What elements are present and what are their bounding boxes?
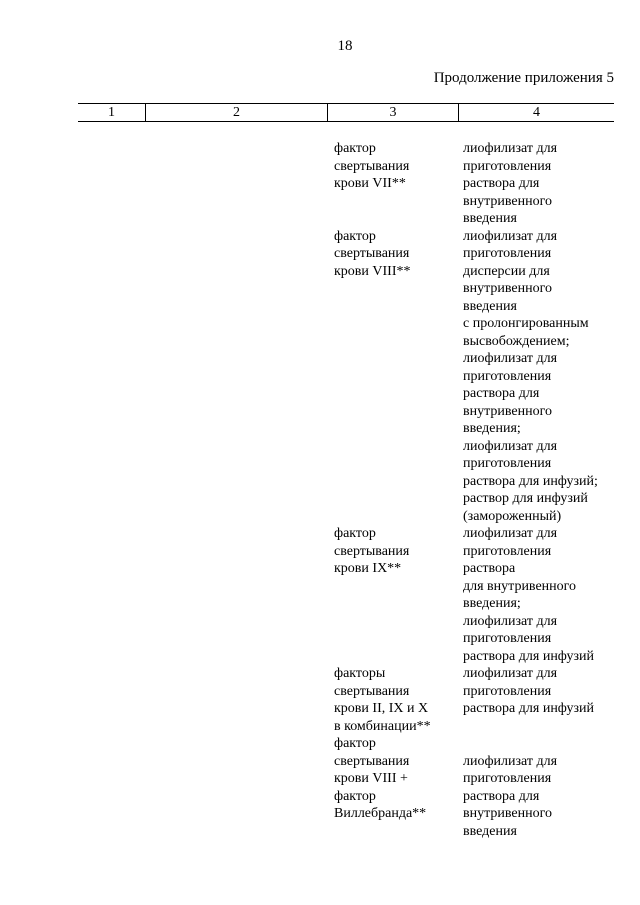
dosage-form-line: приготовления bbox=[463, 683, 552, 699]
substance-line: фактор bbox=[334, 526, 376, 541]
table-row bbox=[334, 228, 614, 526]
dosage-form-line: приготовления bbox=[463, 631, 552, 646]
table-row bbox=[334, 140, 614, 228]
substance-line: свертывания bbox=[334, 543, 410, 559]
dosage-form-line: лиофилизат для bbox=[463, 438, 558, 454]
dosage-form-line: раствора для инфузий bbox=[463, 701, 595, 716]
dosage-form-line: внутривенного bbox=[463, 281, 553, 296]
column-header-3: 3 bbox=[327, 104, 458, 121]
dosage-form-line: лиофилизат для bbox=[463, 228, 558, 244]
substance-cell bbox=[334, 140, 463, 228]
dosage-form-line: раствора для инфузий; bbox=[463, 473, 598, 489]
substance-line: свертывания bbox=[334, 158, 410, 174]
dosage-form-line: внутривенного bbox=[463, 193, 553, 209]
dosage-form-line: введения bbox=[463, 823, 517, 839]
dosage-form-line: высвобождением; bbox=[463, 333, 570, 349]
table-row bbox=[334, 735, 614, 840]
column-header-2: 2 bbox=[145, 104, 327, 121]
page-number: 18 bbox=[337, 38, 353, 54]
table-header bbox=[78, 103, 614, 122]
dosage-form-cell bbox=[463, 228, 614, 526]
dosage-form-line: раствора для инфузий bbox=[463, 648, 595, 664]
dosage-form-line: для внутривенного bbox=[463, 578, 577, 594]
dosage-form-line: приготовления bbox=[463, 543, 552, 559]
column-header-1: 1 bbox=[108, 105, 115, 120]
substance-cell bbox=[334, 228, 463, 526]
substance-line: крови VIII + bbox=[334, 771, 408, 786]
dosage-form-line: введения bbox=[463, 298, 517, 314]
dosage-form-line: (замороженный) bbox=[463, 508, 562, 524]
dosage-form-line: дисперсии для bbox=[463, 263, 550, 279]
dosage-form-line: внутривенного bbox=[463, 403, 553, 419]
substance-cell bbox=[334, 665, 463, 735]
dosage-form-line: приготовления bbox=[463, 246, 552, 261]
dosage-form-line: приготовления bbox=[463, 158, 552, 174]
dosage-form-line: лиофилизат для bbox=[463, 613, 558, 629]
dosage-form-line: раствора для bbox=[463, 788, 540, 804]
substance-line: свертывания bbox=[334, 753, 410, 769]
substance-line: крови IX** bbox=[334, 561, 402, 576]
substance-line: факторы bbox=[334, 666, 386, 681]
dosage-form-line: с пролонгированным bbox=[463, 316, 589, 331]
column-header-4: 4 bbox=[458, 104, 614, 121]
dosage-form-line: раствора для bbox=[463, 386, 540, 401]
appendix-title: Продолжение приложения 5 bbox=[433, 70, 614, 86]
dosage-form-line: приготовления bbox=[463, 771, 552, 786]
substance-line: свертывания bbox=[334, 246, 410, 261]
substance-line: крови II, IX и X bbox=[334, 701, 429, 716]
substance-line: крови VIII** bbox=[334, 263, 411, 279]
dosage-form-cell bbox=[463, 140, 614, 228]
substance-line: фактор bbox=[334, 228, 376, 244]
substance-cell bbox=[334, 525, 463, 665]
dosage-form-cell bbox=[463, 525, 614, 665]
table-body bbox=[334, 140, 614, 840]
substance-line: в комбинации** bbox=[334, 718, 431, 734]
dosage-form-line: введения; bbox=[463, 596, 521, 611]
dosage-form-line: лиофилизат для bbox=[463, 526, 558, 541]
dosage-form-line: лиофилизат для bbox=[463, 141, 558, 156]
dosage-form-line: приготовления bbox=[463, 368, 552, 384]
table-row bbox=[334, 665, 614, 735]
dosage-form-line: лиофилизат для bbox=[463, 666, 558, 681]
dosage-form-line: лиофилизат для bbox=[463, 753, 558, 769]
substance-line: фактор bbox=[334, 788, 376, 804]
substance-line: крови VII** bbox=[334, 176, 406, 191]
dosage-form-cell bbox=[463, 665, 614, 735]
dosage-form-line: лиофилизат для bbox=[463, 351, 558, 366]
dosage-form-line: приготовления bbox=[463, 456, 552, 471]
dosage-form-line: раствора для bbox=[463, 176, 540, 191]
substance-line: фактор bbox=[334, 736, 376, 751]
substance-line: фактор bbox=[334, 141, 376, 156]
substance-line: свертывания bbox=[334, 683, 410, 699]
dosage-form-line: раствора bbox=[463, 561, 516, 576]
substance-cell bbox=[334, 735, 463, 840]
substance-line: Виллебранда** bbox=[334, 806, 427, 821]
dosage-form-line: введения; bbox=[463, 421, 521, 436]
dosage-form-line: раствор для инфузий bbox=[463, 491, 588, 506]
dosage-form-cell bbox=[463, 735, 614, 840]
dosage-form-line: введения bbox=[463, 211, 517, 226]
dosage-form-line bbox=[463, 735, 614, 753]
table-row bbox=[334, 525, 614, 665]
dosage-form-line: внутривенного bbox=[463, 806, 553, 821]
